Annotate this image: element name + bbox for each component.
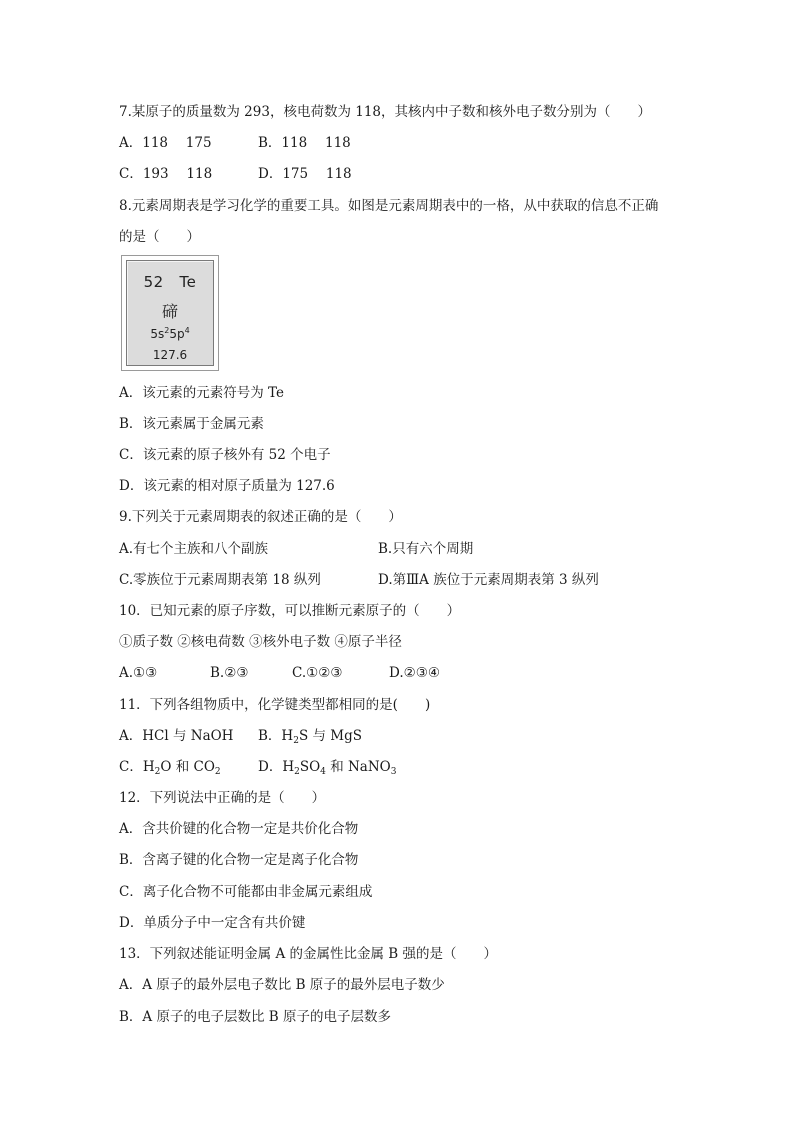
q11-option-d xyxy=(258,757,396,777)
q10-option-b: B.②③ xyxy=(210,665,249,681)
q11-b-h: H xyxy=(281,728,294,744)
q12-option-d: D．单质分子中一定含有共价键 xyxy=(119,915,306,931)
config-exp-5s: 2 xyxy=(164,326,170,335)
q10-option-a: A.①③ xyxy=(119,665,158,681)
q9-option-a: A.有七个主族和八个副族 xyxy=(119,541,269,557)
q12-option-a: A．含共价键的化合物一定是共价化合物 xyxy=(119,821,359,837)
q9-option-b: B.只有六个周期 xyxy=(378,541,474,557)
q8-option-a: A．该元素的元素符号为 Te xyxy=(119,385,284,401)
q11-option-a xyxy=(119,726,233,746)
q8-option-c: C．该元素的原子核外有 52 个电子 xyxy=(119,447,331,463)
q11-b-prefix: B． xyxy=(258,728,282,744)
q11-c-h-sub: 2 xyxy=(154,767,161,777)
element-electron-config xyxy=(127,327,213,341)
q11-c-co-sub: 2 xyxy=(214,767,221,777)
element-atomic-number: 52 xyxy=(143,273,164,291)
q7-option-a: A．118 175 xyxy=(119,135,212,151)
q13-option-b: B．A 原子的电子层数比 B 原子的电子层数多 xyxy=(119,1009,391,1025)
q8-stem-line1: 8.元素周期表是学习化学的重要工具。如图是元素周期表中的一格，从中获取的信息不正确 xyxy=(119,198,659,214)
q11-c-h: H xyxy=(142,759,155,775)
element-number-symbol xyxy=(127,273,213,291)
q8-option-d: D．该元素的相对原子质量为 127.6 xyxy=(119,478,335,494)
element-atomic-mass: 127.6 xyxy=(152,348,188,362)
config-part-5s: 5s xyxy=(150,327,165,341)
q11-b-rest: S 与 MgS xyxy=(298,728,362,744)
q11-stem: 11．下列各组物质中，化学键类型都相同的是( ) xyxy=(119,697,431,713)
q11-b-h-sub: 2 xyxy=(293,736,299,746)
q11-d-so: SO xyxy=(299,759,321,775)
q8-stem-line2: 的是（ ） xyxy=(119,229,200,245)
q11-d-no-sub: 3 xyxy=(390,767,397,777)
q9-option-d: D.第ⅢA 族位于元素周期表第 3 纵列 xyxy=(378,572,599,588)
q11-d-h: H xyxy=(282,759,295,775)
q11-d-prefix: D． xyxy=(258,759,283,775)
q11-option-b xyxy=(258,726,362,746)
element-name: 碲 xyxy=(161,302,178,321)
q11-c-prefix: C． xyxy=(119,759,143,775)
q8-option-b: B．该元素属于金属元素 xyxy=(119,416,264,432)
q11-a-text: HCl 与 NaOH xyxy=(142,728,234,744)
q12-option-c: C．离子化合物不可能都由非金属元素组成 xyxy=(119,884,373,900)
q10-option-c: C.①②③ xyxy=(292,665,343,681)
q11-d-rest: 和 NaNO xyxy=(325,759,391,775)
q11-d-h-sub: 2 xyxy=(294,767,300,777)
q11-c-mid: O 和 CO xyxy=(160,759,215,775)
q7-option-c: C．193 118 xyxy=(119,166,213,182)
q13-stem: 13．下列叙述能证明金属 A 的金属性比金属 B 强的是（ ） xyxy=(119,946,498,962)
element-symbol: Te xyxy=(179,273,197,291)
q10-items: ①质子数 ②核电荷数 ③核外电子数 ④原子半径 xyxy=(119,634,402,650)
q12-option-b: B．含离子键的化合物一定是离子化合物 xyxy=(119,852,359,868)
q11-d-so-sub: 4 xyxy=(320,767,326,777)
q9-stem: 9.下列关于元素周期表的叙述正确的是（ ） xyxy=(119,509,402,525)
config-part-5p: 5p xyxy=(169,327,185,341)
q7-option-b: B．118 118 xyxy=(258,135,351,151)
q7-option-d: D．175 118 xyxy=(258,166,352,182)
q7-stem: 7.某原子的质量数为 293，核电荷数为 118，其核内中子数和核外电子数分别为（ ） xyxy=(119,104,651,120)
q13-option-a: A．A 原子的最外层电子数比 B 原子的最外层电子数少 xyxy=(119,977,445,993)
config-exp-5p: 4 xyxy=(184,326,190,335)
q9-option-c: C.零族位于元素周期表第 18 纵列 xyxy=(119,572,321,588)
periodic-table-cell-face xyxy=(126,260,214,366)
periodic-table-cell xyxy=(121,255,219,371)
q10-option-d: D.②③④ xyxy=(389,665,440,681)
q12-stem: 12．下列说法中正确的是（ ） xyxy=(119,790,326,806)
q11-a-prefix: A． xyxy=(119,728,143,744)
q11-option-c xyxy=(119,757,221,777)
q10-stem: 10．已知元素的原子序数，可以推断元素原子的（ ） xyxy=(119,603,461,619)
